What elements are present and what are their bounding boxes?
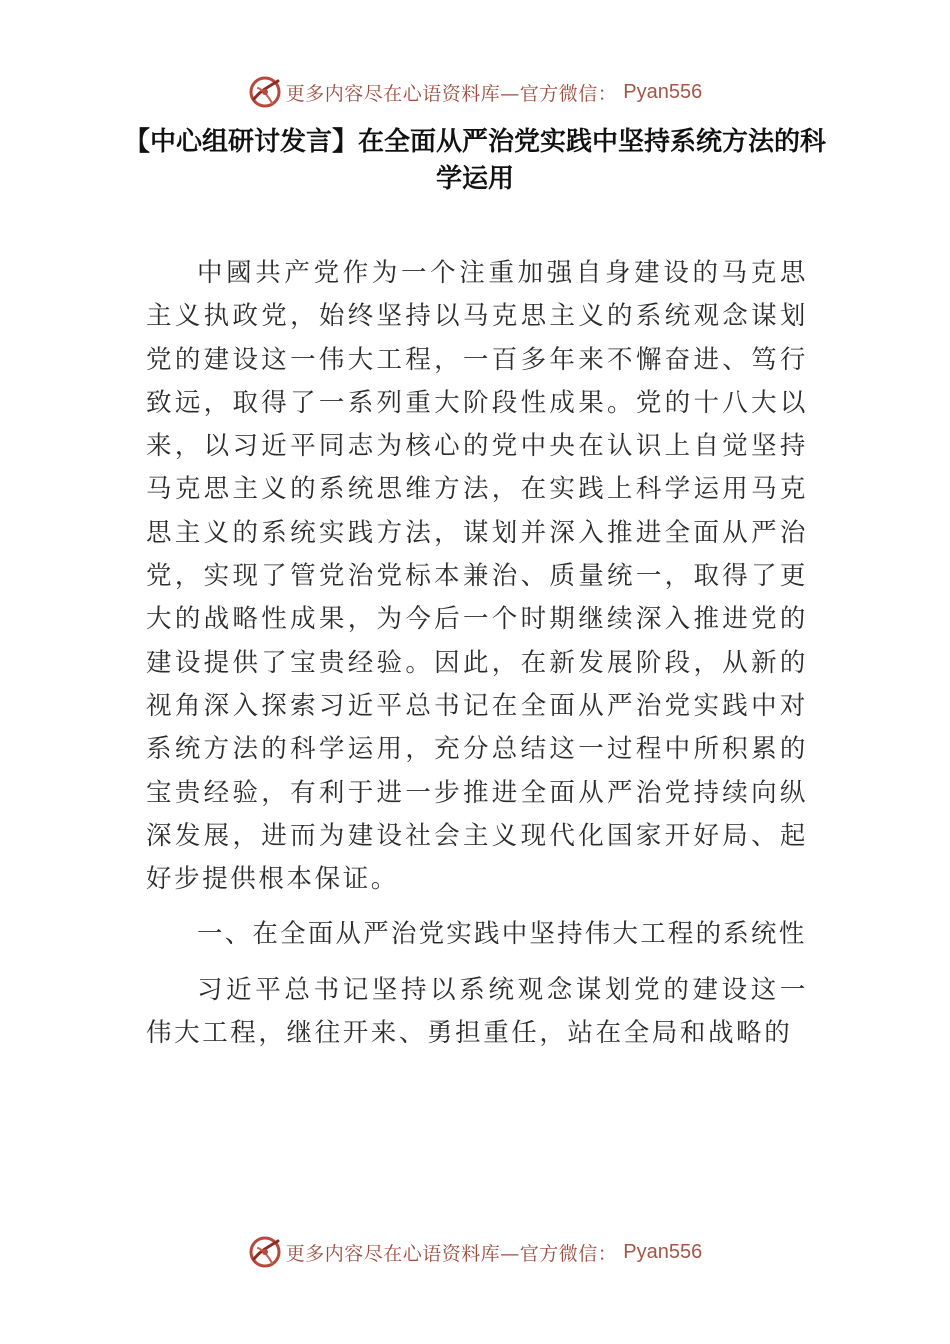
watermark-id: Pyan556 xyxy=(623,80,703,103)
brand-logo-icon xyxy=(248,1235,282,1269)
watermark-text: 更多内容尽在心语资料库—官方微信： xyxy=(285,82,618,105)
watermark-text: 更多内容尽在心语资料库—官方微信： xyxy=(285,1242,618,1265)
watermark-banner-top xyxy=(0,72,950,112)
page-title: 【中心组研讨发言】在全面从严治党实践中坚持系统方法的科学运用 xyxy=(123,127,826,194)
section-heading-1: 一、在全面从严治党实践中坚持伟大工程的系统性 xyxy=(197,919,807,950)
watermark-banner-bottom xyxy=(0,1232,950,1272)
document-body xyxy=(146,252,808,1067)
watermark-id: Pyan556 xyxy=(623,1240,703,1263)
brand-logo-icon xyxy=(248,75,282,109)
paragraph-section-1: 习近平总书记坚持以系统观念谋划党的建设这一伟大工程，继往开来、勇担重任，站在全局和战略的 xyxy=(146,974,808,1049)
paragraph-intro: 中國共产党作为一个注重加强自身建设的马克思主义执政党，始终坚持以马克思主义的系统观念谋划党的建设这一伟大工程，一百多年来不懈奋进、笃行致远，取得了一系列重大阶段性成果。党的十八大以来，以习近平同志为核心的党中央在认识上自觉坚持马克思主义的系统思维方法，在实践上科学运用马克思主义的系统实践方法，谋划并深入推进全面从严治党，实现了管党治党标本兼治、质量统一，取得了更大的战略性成果，为今后一个时期继续深入推进党的建设提供了宝贵经验。因此，在新发展阶段，从新的视角深入探索习近平总书记在全面从严治党实践中对系统方法的科学运用，充分总结这一过程中所积累的宝贵经验，有利于进一步推进全面从严治党持续向纵深发展，进而为建设社会主义现代化国家开好局、起好步提供根本保证。 xyxy=(146,258,808,895)
